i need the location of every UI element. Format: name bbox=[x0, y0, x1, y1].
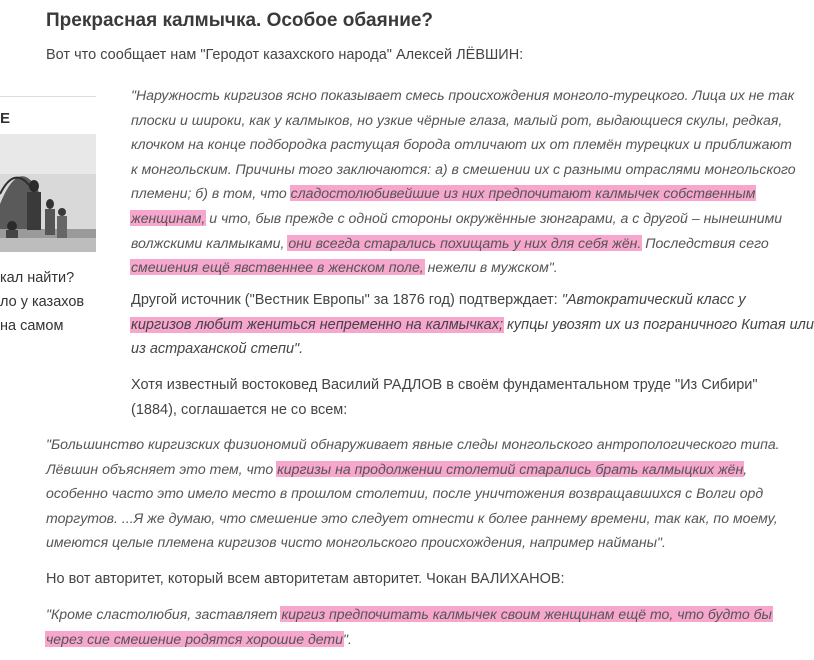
text-line bbox=[131, 337, 814, 362]
text-segment: "Кроме сластолюбия, заставляет bbox=[46, 606, 282, 622]
text-segment: племени; б) в том, что bbox=[131, 185, 291, 202]
text-line bbox=[131, 83, 796, 108]
text-line bbox=[131, 206, 796, 231]
text-segment: Последствия сего bbox=[641, 234, 769, 251]
text-line bbox=[131, 255, 796, 280]
text-line bbox=[46, 432, 780, 457]
text-line bbox=[131, 288, 814, 313]
text-line bbox=[131, 157, 796, 182]
text-line bbox=[46, 627, 772, 652]
text-segment: Другой источник ("Вестник Европы" за 1876 год) подтверждает: bbox=[131, 292, 562, 308]
highlighted-text: смешения ещё явственнее в женском поле, bbox=[131, 259, 424, 276]
text-segment: ". bbox=[343, 630, 352, 647]
text-line bbox=[131, 373, 758, 398]
text-segment: купцы увозят их из пограничного Китая или bbox=[503, 316, 814, 333]
highlighted-text: киргизов любит жениться непременно на калмычках; bbox=[131, 316, 503, 333]
intro-paragraph: Вот что сообщает нам "Геродот казахского народа" Алексей ЛЁВШИН: bbox=[46, 47, 524, 63]
historic-photo[interactable] bbox=[0, 134, 96, 252]
highlighted-text: киргиз предпочитать калмычек своим женщинам ещё то, что будто бы bbox=[281, 606, 772, 622]
sidebar-caption-line: ло у казахов bbox=[0, 294, 85, 310]
text-line bbox=[46, 602, 772, 627]
text-segment: торгутов. ...Я же думаю, что смешение это следует отнести к более раннему времени, так как, по моему, bbox=[46, 509, 778, 526]
paragraph-valikhanov bbox=[46, 567, 565, 592]
highlighted-text: женщинам, bbox=[131, 209, 206, 226]
divider bbox=[0, 96, 96, 97]
text-segment: волжскими калмыками, bbox=[131, 234, 289, 251]
text-line bbox=[131, 108, 796, 133]
text-segment: Хотя известный востоковед Василий РАДЛОВ в своём фундаментальном труде "Из Сибири" bbox=[131, 377, 758, 393]
paragraph-vestnik bbox=[131, 288, 814, 362]
quote-radlov bbox=[46, 432, 780, 555]
text-segment: нежели в мужском". bbox=[423, 259, 558, 276]
text-segment: и что, быв прежде с одной стороны окружённые зюнгарами, а с другой – нынешними bbox=[205, 209, 783, 226]
text-segment: к монгольским. Причины того заключаются: а) в смешении их с разными отраслями монгольского bbox=[131, 160, 796, 177]
text-segment: Лёвшин объясняет это тем, что bbox=[46, 460, 278, 477]
text-line bbox=[131, 181, 796, 206]
text-line bbox=[46, 530, 780, 555]
highlighted-text: они всегда старались похищать у них для себя жён. bbox=[288, 234, 642, 251]
text-segment: особенно часто это имело место в прошлом столетии, после уничтожения возвращавшихся с Волги орд bbox=[46, 485, 764, 502]
quote-levshin bbox=[131, 83, 796, 280]
text-segment: Но вот авторитет, который всем авторитетам авторитет. Чокан ВАЛИХАНОВ: bbox=[46, 571, 565, 587]
text-segment: имеются целые племена киргизов чисто монгольского происхождения, например найманы". bbox=[46, 534, 666, 551]
text-line bbox=[131, 398, 758, 423]
quote-valikhanov bbox=[46, 602, 772, 651]
text-segment: (1884), соглашается не со всем: bbox=[131, 401, 348, 418]
highlighted-text: киргизы на продолжении столетий старались брать калмыцких жён bbox=[277, 460, 744, 477]
text-segment: клочком на конце подбородка растущая борода отличают их от племён турецких и приближают bbox=[131, 136, 792, 153]
highlighted-text: через сие смешение родятся хорошие дети bbox=[46, 630, 344, 647]
sidebar-caption-line: на самом bbox=[0, 318, 64, 334]
text-line bbox=[46, 457, 780, 482]
sidebar-caption-line: кал найти? bbox=[0, 270, 75, 286]
text-line bbox=[131, 231, 796, 256]
sidebar-letter: Е bbox=[0, 110, 11, 127]
text-line bbox=[131, 132, 796, 157]
text-line bbox=[46, 506, 780, 531]
paragraph-radlov bbox=[131, 373, 758, 422]
highlighted-text: сладостолюбивейшие из них предпочитают калмычек собственным bbox=[290, 185, 756, 202]
text-line bbox=[46, 567, 565, 592]
text-segment: "Наружность киргизов ясно показывает смесь происхождения монголо-турецкого. Лица их не так bbox=[131, 87, 795, 103]
article-heading: Прекрасная калмычка. Особое обаяние? bbox=[46, 10, 434, 31]
text-segment: "Автократический класс у bbox=[561, 292, 746, 308]
text-segment: плоски и широки, как у калмыков, но узкие чёрные глаза, малый рот, выдающиеся скулы, редкая, bbox=[131, 111, 783, 128]
text-segment: "Большинство киргизских физиономий обнаруживает явные следы монгольского антропологического типа. bbox=[46, 436, 780, 452]
text-segment: из астраханской степи". bbox=[131, 341, 304, 358]
text-segment: , bbox=[743, 460, 748, 477]
text-line bbox=[46, 481, 780, 506]
text-line bbox=[131, 313, 814, 338]
